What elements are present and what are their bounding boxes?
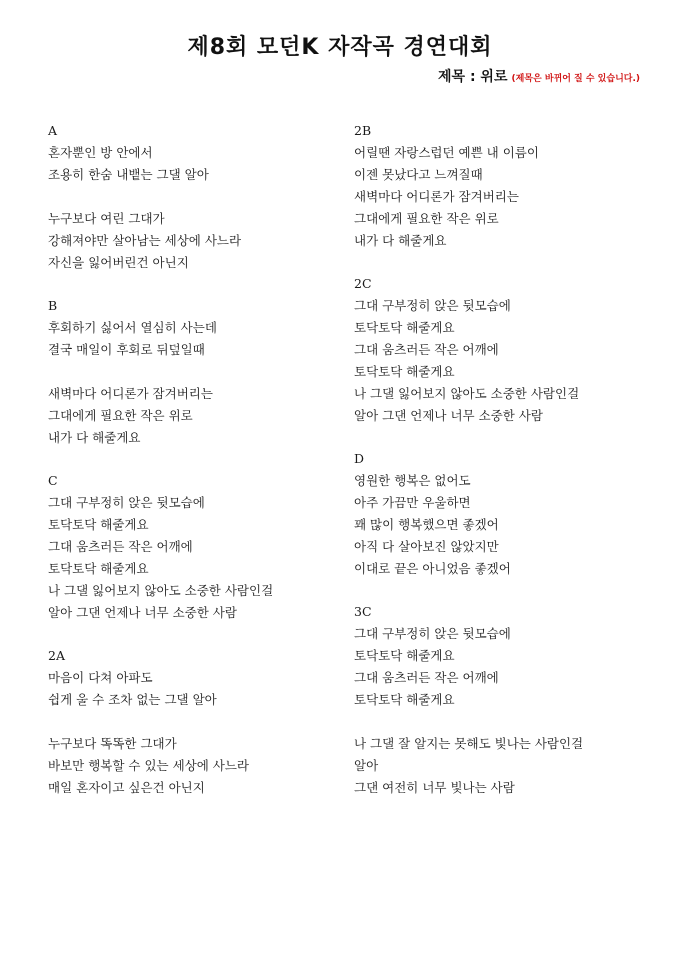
lyric-line: 마음이 다쳐 아파도 (48, 670, 153, 685)
section-label: 2A (48, 648, 65, 663)
verse-2a (48, 645, 338, 799)
chorus-2c (354, 273, 654, 427)
section-label: 2C (354, 276, 372, 291)
section-label: 2B (354, 123, 372, 138)
lyric-line: 자신을 잃어버린건 아닌지 (48, 255, 189, 270)
lyric-line: 강해져야만 살아남는 세상에 사느라 (48, 233, 242, 248)
verse-2b (354, 120, 654, 252)
lyric-line: 알아 그댄 언제나 너무 소중한 사람 (354, 408, 543, 423)
lyric-line: 꽤 많이 행복했으면 좋겠어 (354, 517, 499, 532)
lyric-line: 그대 구부정히 앉은 뒷모습에 (48, 495, 205, 510)
lyric-line: 조용히 한숨 내뱉는 그댈 알아 (48, 167, 209, 182)
song-title: 제목 : 위로 (438, 69, 508, 85)
lyric-line: 내가 다 해줄게요 (48, 430, 141, 445)
lyric-line: 토닥토닥 해줄게요 (354, 648, 455, 663)
lyric-line: 이젠 못났다고 느껴질때 (354, 167, 483, 182)
section-label: A (48, 123, 58, 138)
chorus-3c (354, 601, 654, 799)
lyric-line: 아주 가끔만 우울하면 (354, 495, 471, 510)
chorus-c (48, 470, 338, 624)
lyric-line: 나 그댈 잃어보지 않아도 소중한 사람인걸 (354, 386, 580, 401)
lyric-line: 영원한 행복은 없어도 (354, 473, 471, 488)
lyric-line: 토닥토닥 해줄게요 (354, 692, 455, 707)
lyric-line: 쉽게 울 수 조차 없는 그댈 알아 (48, 692, 217, 707)
lyric-line: 알아 그댄 언제나 너무 소중한 사람 (48, 605, 237, 620)
lyric-line: 아직 다 살아보진 않았지만 (354, 539, 499, 554)
lyric-line: 그대 움츠러든 작은 어깨에 (48, 539, 193, 554)
lyric-line: 결국 매일이 후회로 뒤덮일때 (48, 342, 205, 357)
lyric-line: 이대로 끝은 아니었음 좋겠어 (354, 561, 511, 576)
verse-a (48, 120, 338, 274)
lyric-line: 어릴땐 자랑스럽던 예쁜 내 이름이 (354, 145, 539, 160)
section-label: 3C (354, 604, 372, 619)
lyric-line: 그대에게 필요한 작은 위로 (48, 408, 193, 423)
verse-b (48, 295, 338, 449)
lyric-line: 혼자뿐인 방 안에서 (48, 145, 153, 160)
lyric-line: 누구보다 여린 그대가 (48, 211, 165, 226)
bridge-d (354, 448, 654, 580)
lyrics-right-column (354, 120, 654, 820)
lyric-line: 토닥토닥 해줄게요 (48, 561, 149, 576)
lyric-line: 바보만 행복할 수 있는 세상에 사느라 (48, 758, 249, 773)
song-title-note: (제목은 바뀌어 질 수 있습니다.) (511, 74, 640, 84)
lyric-line: 그대 움츠러든 작은 어깨에 (354, 342, 499, 357)
lyric-line: 그대에게 필요한 작은 위로 (354, 211, 499, 226)
lyric-line: 토닥토닥 해줄게요 (354, 364, 455, 379)
lyric-line: 토닥토닥 해줄게요 (48, 517, 149, 532)
section-label: C (48, 473, 58, 488)
lyrics-left-column (48, 120, 338, 820)
lyric-line: 나 그댈 잃어보지 않아도 소중한 사람인걸 (48, 583, 274, 598)
section-label: D (354, 451, 365, 466)
lyric-line: 새벽마다 어디론가 잠겨버리는 (48, 386, 213, 401)
lyric-line: 그대 움츠러든 작은 어깨에 (354, 670, 499, 685)
lyric-line: 내가 다 해줄게요 (354, 233, 447, 248)
lyric-line: 후회하기 싫어서 열심히 사는데 (48, 320, 217, 335)
lyric-line: 나 그댈 잘 알지는 못해도 빛나는 사람인걸 (354, 736, 584, 751)
lyric-line: 토닥토닥 해줄게요 (354, 320, 455, 335)
lyric-line: 새벽마다 어디론가 잠겨버리는 (354, 189, 519, 204)
lyric-line: 알아 (354, 758, 379, 773)
section-label: B (48, 298, 58, 313)
lyric-line: 그대 구부정히 앉은 뒷모습에 (354, 298, 511, 313)
page-title: 제8회 모던K 자작곡 경연대회 (187, 35, 493, 60)
lyric-line: 그대 구부정히 앉은 뒷모습에 (354, 626, 511, 641)
lyric-line: 매일 혼자이고 싶은건 아닌지 (48, 780, 205, 795)
song-title-line (438, 66, 640, 86)
lyric-line: 누구보다 똑똑한 그대가 (48, 736, 177, 751)
lyric-line: 그댄 여전히 너무 빛나는 사람 (354, 780, 515, 795)
